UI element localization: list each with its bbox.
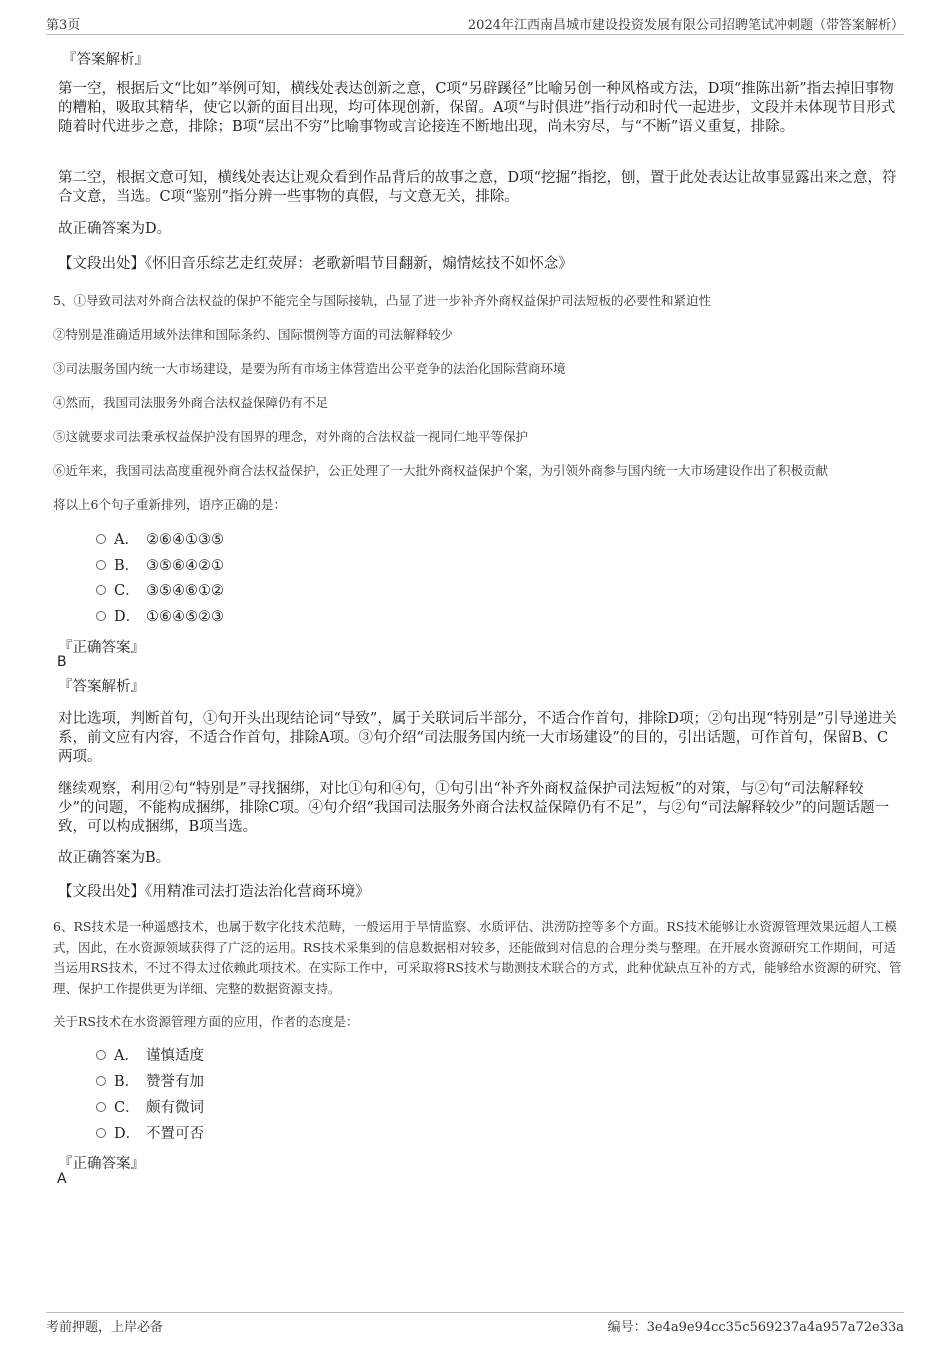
passage-source: 【文段出处】《怀旧音乐综艺走红荧屏：老歌新唱节目翻新，煽情炫技不如怀念》 <box>58 256 573 272</box>
page-footer <box>46 1312 904 1335</box>
page-number: 第3页 <box>46 18 81 33</box>
q5-sentence-2: ②特别是准确适用域外法律和国际条约、国际惯例等方面的司法解释较少 <box>53 327 454 342</box>
q6-option-d[interactable]: D． 不置可否 <box>96 1124 204 1144</box>
q5-option-d[interactable]: D． ①⑥④⑤②③ <box>96 607 224 627</box>
radio-icon[interactable] <box>96 560 106 570</box>
analysis-conclusion: 故正确答案为B。 <box>58 850 171 866</box>
radio-icon[interactable] <box>96 1050 106 1060</box>
q5-option-a[interactable]: A． ②⑥④①③⑤ <box>96 530 224 550</box>
radio-icon[interactable] <box>96 1128 106 1138</box>
analysis-label: 『答案解析』 <box>62 52 149 68</box>
q6-passage: 6、RS技术是一种遥感技术，也属于数字化技术范畴，一般运用于旱情监察、水质评估、洪涝防控等多个方面。RS技术能够让水资源管理效果远超人工模式，因此，在水资源领域获得了广泛的运用。RS技术采集到的信息数据相对较多，还能做到对信息的合理分类与整理。在开展水资源研究工作期间，可适当运用RS技术，不过不得太过依赖此项技术。在实际工作中，可采取将RS技术与勘测技术联合的方式，此种优缺点互补的方式，能够给水资源的研究、管理、保护工作提供更为详细、完整的数据资源支持。 <box>53 919 902 996</box>
analysis-paragraph-2: 第二空，根据文意可知，横线处表达让观众看到作品背后的故事之意，D项“挖掘”指挖，刨，置于此处表达让故事显露出来之意，符合文意，当选。C项“鉴别”指分辨一些事物的真假，与文意无关，排除。 <box>58 170 897 205</box>
passage-source: 【文段出处】《用精准司法打造法治化营商环境》 <box>58 884 370 900</box>
analysis-paragraph-2: 继续观察，利用②句“特别是”寻找捆绑，对比①句和④句，①句引出“补齐外商权益保护司法短板”的对策，与②句“司法解释较少”的问题，不能构成捆绑，排除C项。④句介绍“我国司法服务外商合法权益保障仍有不足”，与②句“司法解释较少”的问题话题一致，可以构成捆绑，B项当选。 <box>58 781 890 835</box>
document-code: 编号：3e4a9e94cc35c569237a4a957a72e33a <box>607 1320 904 1335</box>
analysis-conclusion: 故正确答案为D。 <box>58 221 172 237</box>
q5-option-b[interactable]: B． ③⑤⑥④②① <box>96 556 224 576</box>
q6-stem: 关于RS技术在水资源管理方面的应用，作者的态度是： <box>53 1014 359 1029</box>
q6-option-b[interactable]: B． 赞誉有加 <box>96 1072 204 1092</box>
q5-option-c[interactable]: C． ③⑤④⑥①② <box>96 581 224 601</box>
radio-icon[interactable] <box>96 585 106 595</box>
q5-sentence-1: 5、①导致司法对外商合法权益的保护不能完全与国际接轨，凸显了进一步补齐外商权益保护司法短板的必要性和紧迫性 <box>53 293 711 308</box>
radio-icon[interactable] <box>96 534 106 544</box>
correct-answer: B <box>57 654 67 670</box>
q5-sentence-4: ④然而，我国司法服务外商合法权益保障仍有不足 <box>53 395 329 410</box>
q5-sentence-3: ③司法服务国内统一大市场建设，是要为所有市场主体营造出公平竞争的法治化国际营商环境 <box>53 361 566 376</box>
footer-slogan: 考前押题，上岸必备 <box>46 1320 164 1335</box>
q5-sentence-6: ⑥近年来，我国司法高度重视外商合法权益保护，公正处理了一大批外商权益保护个案，为引领外商参与国内统一大市场建设作出了积极贡献 <box>53 463 829 478</box>
page-header <box>46 14 904 35</box>
correct-answer: A <box>57 1171 67 1187</box>
q6-option-a[interactable]: A． 谨慎适度 <box>96 1046 204 1066</box>
q6-option-c[interactable]: C． 颇有微词 <box>96 1098 204 1118</box>
analysis-paragraph-1: 第一空，根据后文“比如”举例可知，横线处表达创新之意，C项“另辟蹊径”比喻另创一种风格或方法，D项“推陈出新”指去掉旧事物的糟粕，吸取其精华，使它以新的面目出现，均可体现创新，保留。A项“与时俱进”指行动和时代一起进步，文段并未体现节目形式随着时代进步之意，排除；B项“层出不穷”比喻事物或言论接连不断地出现，尚未穷尽，与“不断”语义重复，排除。 <box>58 81 896 135</box>
radio-icon[interactable] <box>96 611 106 621</box>
correct-answer-label: 『正确答案』 <box>58 640 145 656</box>
analysis-paragraph-1: 对比选项，判断首句，①句开头出现结论词“导致”，属于关联词后半部分，不适合作首句，排除D项；②句出现“特别是”引导递进关系，前文应有内容，不适合作首句，排除A项。③句介绍“司法服务国内统一大市场建设”的目的，引出话题，可作首句，保留B、C两项。 <box>58 711 897 765</box>
q5-sentence-5: ⑤这就要求司法秉承权益保护没有国界的理念，对外商的合法权益一视同仁地平等保护 <box>53 429 529 444</box>
analysis-label: 『答案解析』 <box>58 679 145 695</box>
q5-stem: 将以上6个句子重新排列，语序正确的是： <box>53 497 286 512</box>
document-title: 2024年江西南昌城市建设投资发展有限公司招聘笔试冲刺题（带答案解析） <box>467 18 904 33</box>
radio-icon[interactable] <box>96 1076 106 1086</box>
radio-icon[interactable] <box>96 1102 106 1112</box>
correct-answer-label: 『正确答案』 <box>58 1156 145 1172</box>
